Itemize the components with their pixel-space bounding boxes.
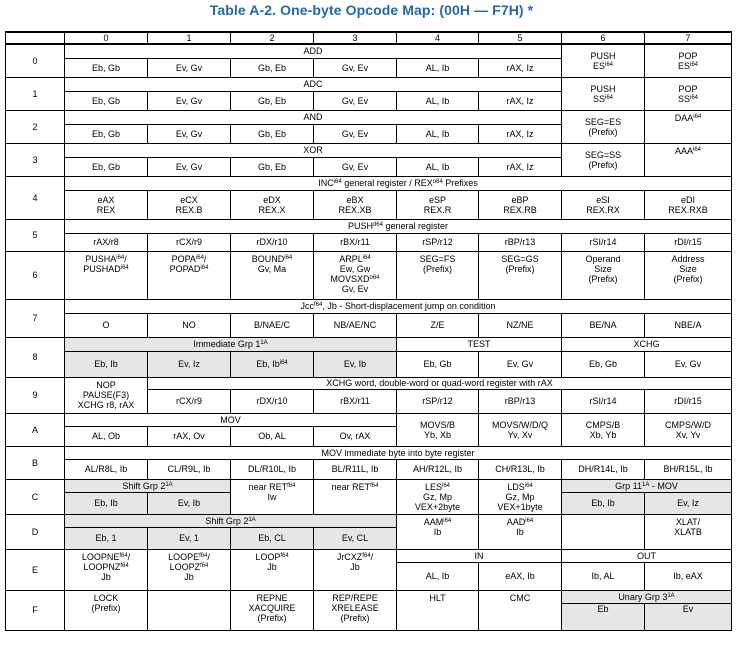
col-header: 4 bbox=[397, 32, 479, 44]
opcode-cell: Gv, Ev bbox=[314, 157, 397, 176]
opcode-group: MOV immediate byte into byte register bbox=[65, 446, 732, 459]
opcode-cell: rBX/r11 bbox=[314, 233, 397, 251]
opcode-cell: $LOOP^{f64}$ Jb bbox=[231, 549, 314, 590]
opcode-cell: CMPS/W/D Xv, Yv bbox=[645, 413, 732, 446]
opcode-cell: eCX REX.B bbox=[148, 190, 231, 219]
opcode-group: Shift Grp $2^{1A}$ bbox=[65, 479, 231, 492]
opcode-cell: Ev bbox=[645, 603, 732, 630]
opcode-cell: Operand Size (Prefix) bbox=[562, 251, 645, 299]
opcode-cell: Ev, 1 bbox=[148, 527, 231, 549]
row-label: C bbox=[6, 479, 65, 514]
opcode-cell: Ev, Gv bbox=[148, 157, 231, 176]
opcode-cell: HLT bbox=[397, 590, 479, 630]
opcode-group: IN bbox=[397, 549, 562, 562]
opcode-cell: rBX/r11 bbox=[314, 389, 397, 413]
opcode-cell: rBP/r13 bbox=[479, 233, 562, 251]
opcode-cell: NOP PAUSE(F3) XCHG r8, rAX bbox=[65, 377, 148, 413]
opcode-cell: rSP/r12 bbox=[397, 389, 479, 413]
row-label: 1 bbox=[6, 77, 65, 110]
col-header: 1 bbox=[148, 32, 231, 44]
opcode-cell: Address Size (Prefix) bbox=[645, 251, 732, 299]
opcode-cell: AL, Ib bbox=[397, 91, 479, 110]
opcode-cell: AH/R12L, Ib bbox=[397, 459, 479, 479]
opcode-cell: rDI/r15 bbox=[645, 233, 732, 251]
opcode-group: TEST bbox=[397, 337, 562, 351]
opcode-cell: CMPS/B Xb, Yb bbox=[562, 413, 645, 446]
opcode-cell: Eb bbox=[562, 603, 645, 630]
opcode-cell: DH/R14L, Ib bbox=[562, 459, 645, 479]
row-label: 4 bbox=[6, 176, 65, 219]
opcode-cell: O bbox=[65, 313, 148, 337]
opcode-group: MOV bbox=[65, 413, 397, 426]
opcode-cell: $AAM^{i64}$ Ib bbox=[397, 514, 479, 549]
col-header: 0 bbox=[65, 32, 148, 44]
opcode-cell-empty bbox=[562, 514, 645, 549]
opcode-cell: NBE/A bbox=[645, 313, 732, 337]
opcode-cell: Ev, Iz bbox=[148, 351, 231, 377]
corner-cell bbox=[6, 32, 65, 44]
opcode-cell: Ov, rAX bbox=[314, 426, 397, 446]
opcode-group: XCHG bbox=[562, 337, 732, 351]
opcode-cell: eDI REX.RXB bbox=[645, 190, 732, 219]
opcode-cell: Ev, Ib bbox=[314, 351, 397, 377]
opcode-cell: Eb, CL bbox=[231, 527, 314, 549]
opcode-cell: $AAA^{i64}$ bbox=[645, 143, 732, 176]
opcode-cell: Ev, Ib bbox=[148, 492, 231, 514]
opcode-group: Unary Grp $3^{1A}$ bbox=[562, 590, 732, 603]
opcode-cell: Eb, Gb bbox=[562, 351, 645, 377]
opcode-cell: POP $SS^{i64}$ bbox=[645, 77, 732, 110]
opcode-group: $PUSH^{d64}$ general register bbox=[65, 219, 732, 233]
opcode-group: $INC^{i64}$ general register / $REX^{o64}$ Prefixes bbox=[65, 176, 732, 190]
col-header: 5 bbox=[479, 32, 562, 44]
row-label: B bbox=[6, 446, 65, 479]
opcode-cell: POP $ES^{i64}$ bbox=[645, 44, 732, 77]
opcode-cell: rDX/r10 bbox=[231, 233, 314, 251]
opcode-group: XCHG word, double-word or quad-word register with rAX bbox=[148, 377, 732, 389]
opcode-group: Shift Grp $2^{1A}$ bbox=[65, 514, 397, 527]
opcode-cell: NO bbox=[148, 313, 231, 337]
opcode-cell: Gv, Ev bbox=[314, 58, 397, 77]
opcode-cell: AL, Ib bbox=[397, 124, 479, 143]
opcode-cell: rSP/r12 bbox=[397, 233, 479, 251]
opcode-cell: $DAA^{i64}$ bbox=[645, 110, 732, 143]
row-label: 9 bbox=[6, 377, 65, 413]
opcode-cell: near $RET^{f64}$ bbox=[314, 479, 397, 514]
opcode-cell: CL/R9L, Ib bbox=[148, 459, 231, 479]
opcode-cell: PUSH $ES^{i64}$ bbox=[562, 44, 645, 77]
opcode-cell: rCX/r9 bbox=[148, 233, 231, 251]
row-label: 6 bbox=[6, 251, 65, 299]
opcode-group: Jcc$^{f64}$, Jb - Short-displacement jump on condition bbox=[65, 299, 732, 313]
opcode-cell: NZ/NE bbox=[479, 313, 562, 337]
opcode-cell: REP/REPE XRELEASE (Prefix) bbox=[314, 590, 397, 630]
row-label: 8 bbox=[6, 337, 65, 377]
opcode-cell: rAX/r8 bbox=[65, 233, 148, 251]
opcode-cell: Ev, Gv bbox=[645, 351, 732, 377]
row-label: A bbox=[6, 413, 65, 446]
opcode-cell: near $RET^{f64}$ Iw bbox=[231, 479, 314, 514]
opcode-group: OUT bbox=[562, 549, 732, 562]
opcode-cell: Gb, Eb bbox=[231, 91, 314, 110]
opcode-cell: rAX, Iz bbox=[479, 157, 562, 176]
opcode-cell: rAX, Ov bbox=[148, 426, 231, 446]
opcode-cell: AL, Ib bbox=[397, 562, 479, 590]
opcode-cell: $AAD^{i64}$ Ib bbox=[479, 514, 562, 549]
opcode-cell: eSP REX.R bbox=[397, 190, 479, 219]
opcode-cell: SEG=GS (Prefix) bbox=[479, 251, 562, 299]
opcode-group: ADD bbox=[65, 44, 562, 58]
opcode-cell: Eb, Ib bbox=[65, 492, 148, 514]
opcode-cell: rAX, Iz bbox=[479, 124, 562, 143]
opcode-cell: rBP/r13 bbox=[479, 389, 562, 413]
opcode-cell: DL/R10L, Ib bbox=[231, 459, 314, 479]
opcode-cell: Ev, Gv bbox=[148, 124, 231, 143]
row-label: F bbox=[6, 590, 65, 630]
opcode-cell: LOCK (Prefix) bbox=[65, 590, 148, 630]
opcode-cell: Ob, AL bbox=[231, 426, 314, 446]
opcode-cell: SEG=SS (Prefix) bbox=[562, 143, 645, 176]
opcode-cell: Ib, AL bbox=[562, 562, 645, 590]
opcode-cell: Gv, Ev bbox=[314, 124, 397, 143]
opcode-cell: CH/R13L, Ib bbox=[479, 459, 562, 479]
opcode-cell: B/NAE/C bbox=[231, 313, 314, 337]
opcode-cell: SEG=ES (Prefix) bbox=[562, 110, 645, 143]
opcode-cell: rSI/r14 bbox=[562, 389, 645, 413]
opcode-cell: Ev, CL bbox=[314, 527, 397, 549]
opcode-cell: eAX, Ib bbox=[479, 562, 562, 590]
opcode-cell: AL, Ib bbox=[397, 157, 479, 176]
opcode-cell: Eb, Gb bbox=[65, 91, 148, 110]
opcode-cell: rAX, Iz bbox=[479, 58, 562, 77]
opcode-cell: eAX REX bbox=[65, 190, 148, 219]
opcode-cell: Ev, Gv bbox=[479, 351, 562, 377]
opcode-cell: Z/E bbox=[397, 313, 479, 337]
opcode-cell: JrCXZ$^{f64}$/ Jb bbox=[314, 549, 397, 590]
opcode-map-table bbox=[5, 31, 732, 631]
opcode-cell: rAX, Iz bbox=[479, 91, 562, 110]
opcode-cell: Eb, Ib bbox=[562, 492, 645, 514]
opcode-cell: Eb, Gb bbox=[65, 157, 148, 176]
opcode-cell: Ev, Gv bbox=[148, 91, 231, 110]
opcode-cell: Gv, Ev bbox=[314, 91, 397, 110]
opcode-cell: $LOOPE^{f64}/$ $LOOPZ^{f64}$ Jb bbox=[148, 549, 231, 590]
opcode-cell: CMC bbox=[479, 590, 562, 630]
opcode-cell: Eb, $Ib^{i64}$ bbox=[231, 351, 314, 377]
row-label: D bbox=[6, 514, 65, 549]
opcode-cell: rDX/r10 bbox=[231, 389, 314, 413]
opcode-group: AND bbox=[65, 110, 562, 124]
opcode-cell: eSI REX.RX bbox=[562, 190, 645, 219]
opcode-cell: Eb, 1 bbox=[65, 527, 148, 549]
opcode-group: XOR bbox=[65, 143, 562, 157]
opcode-cell: $LES^{i64}$ Gz, Mp VEX+2byte bbox=[397, 479, 479, 514]
opcode-cell: $LOOPNE^{f64}/$ $LOOPNZ^{f64}$ Jb bbox=[65, 549, 148, 590]
opcode-cell: Eb, Gb bbox=[65, 58, 148, 77]
col-header: 6 bbox=[562, 32, 645, 44]
col-header: 7 bbox=[645, 32, 732, 44]
opcode-cell: Gb, Eb bbox=[231, 124, 314, 143]
col-header: 3 bbox=[314, 32, 397, 44]
opcode-cell: SEG=FS (Prefix) bbox=[397, 251, 479, 299]
opcode-cell: $PUSHA^{i64}/$ $PUSHAD^{i64}$ bbox=[65, 251, 148, 299]
table-title: Table A-2. One-byte Opcode Map: (00H — F7H) * bbox=[209, 2, 534, 18]
opcode-group: Immediate Grp $1^{1A}$ bbox=[65, 337, 397, 351]
opcode-cell: BE/NA bbox=[562, 313, 645, 337]
opcode-cell: Eb, Gb bbox=[397, 351, 479, 377]
opcode-cell: BL/R11L, Ib bbox=[314, 459, 397, 479]
row-label: 0 bbox=[6, 44, 65, 77]
opcode-cell: XLAT/ XLATB bbox=[645, 514, 732, 549]
opcode-cell: $ARPL^{i64}$ Ew, Gw $MOVSXD^{o64}$ Gv, Ev bbox=[314, 251, 397, 299]
opcode-cell: MOVS/W/D/Q Yv, Xv bbox=[479, 413, 562, 446]
opcode-cell: Ev, Gv bbox=[148, 58, 231, 77]
opcode-cell: Eb, Ib bbox=[65, 351, 148, 377]
row-label: 3 bbox=[6, 143, 65, 176]
column-header-row bbox=[6, 32, 732, 44]
row-label: 5 bbox=[6, 219, 65, 251]
opcode-cell: AL, Ob bbox=[65, 426, 148, 446]
opcode-cell: Ev, Iz bbox=[645, 492, 732, 514]
opcode-cell: eBP REX.RB bbox=[479, 190, 562, 219]
opcode-cell: MOVS/B Yb, Xb bbox=[397, 413, 479, 446]
opcode-cell: BH/R15L, Ib bbox=[645, 459, 732, 479]
opcode-cell: Gb, Eb bbox=[231, 157, 314, 176]
opcode-cell: NB/AE/NC bbox=[314, 313, 397, 337]
opcode-cell: eBX REX.XB bbox=[314, 190, 397, 219]
opcode-cell: rCX/r9 bbox=[148, 389, 231, 413]
row-label: 2 bbox=[6, 110, 65, 143]
opcode-cell: $POPA^{i64}/$ $POPAD^{i64}$ bbox=[148, 251, 231, 299]
opcode-cell: rSI/r14 bbox=[562, 233, 645, 251]
opcode-cell: AL/R8L, Ib bbox=[65, 459, 148, 479]
opcode-cell-empty bbox=[148, 590, 231, 630]
opcode-cell: REPNE XACQUIRE (Prefix) bbox=[231, 590, 314, 630]
opcode-cell: Ib, eAX bbox=[645, 562, 732, 590]
opcode-cell: Eb, Gb bbox=[65, 124, 148, 143]
opcode-cell: $BOUND^{i64}$ Gv, Ma bbox=[231, 251, 314, 299]
opcode-cell: AL, Ib bbox=[397, 58, 479, 77]
opcode-cell: PUSH $SS^{i64}$ bbox=[562, 77, 645, 110]
opcode-cell: Gb, Eb bbox=[231, 58, 314, 77]
row-label: 7 bbox=[6, 299, 65, 337]
row-label: E bbox=[6, 549, 65, 590]
opcode-cell: rDI/r15 bbox=[645, 389, 732, 413]
col-header: 2 bbox=[231, 32, 314, 44]
opcode-cell: eDX REX.X bbox=[231, 190, 314, 219]
opcode-cell: $LDS^{i64}$ Gz, Mp VEX+1byte bbox=[479, 479, 562, 514]
opcode-group: ADC bbox=[65, 77, 562, 91]
opcode-group: Grp $11^{1A}$ - MOV bbox=[562, 479, 732, 492]
